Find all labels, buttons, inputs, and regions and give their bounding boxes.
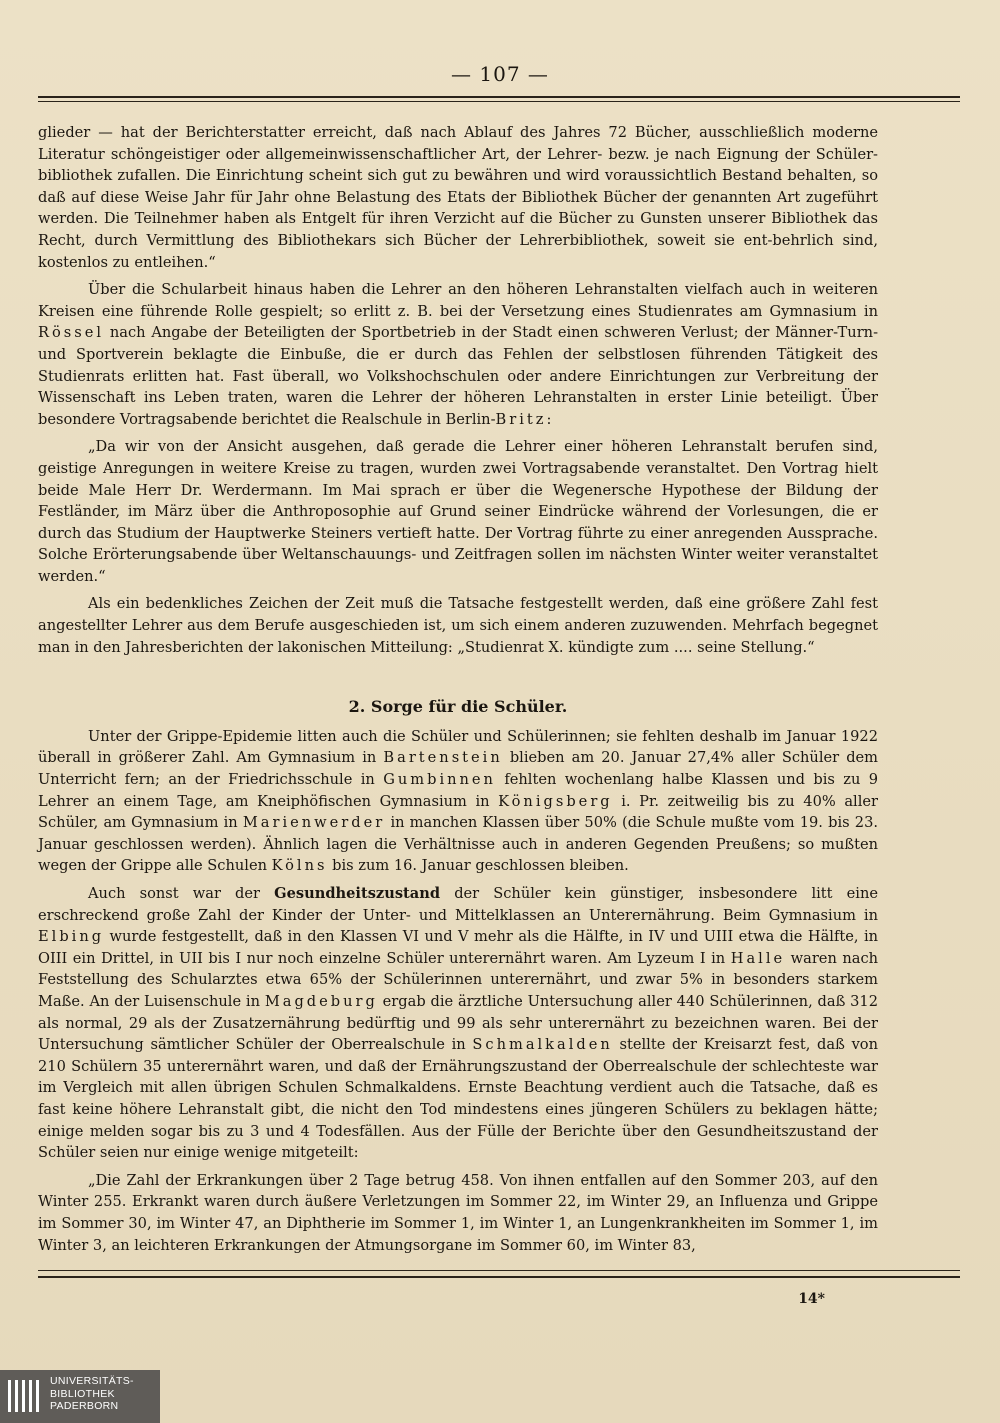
library-name-line: UNIVERSITÄTS-: [50, 1375, 134, 1387]
section-heading: 2. Sorge für die Schüler.: [348, 697, 568, 717]
library-name-line: BIBLIOTHEK: [50, 1387, 115, 1400]
library-name-line: PADERBORN: [50, 1400, 119, 1412]
library-logo-icon: [6, 1376, 44, 1416]
text-segment: fehlten wochenlang halbe Klassen und bis zu 9 Lehrer an einem Tage, am Kneiphöfischen Gymnasium in: [38, 771, 879, 810]
place-name: Schmalkalden: [472, 1036, 613, 1054]
emphasis-term: Gesundheitszustand: [274, 885, 441, 902]
footer-rule-thick: [38, 1276, 960, 1278]
place-name: Königsberg: [498, 792, 613, 810]
place-name: Halle: [730, 949, 786, 967]
place-name: Rössel: [38, 324, 105, 342]
header-rule-thick: [38, 96, 960, 98]
library-watermark: [0, 1370, 160, 1423]
text-segment: stellte der Kreisarzt fest, daß von 210 Schülern 35 unterernährt waren, und daß der Ernährungszustand der Oberrealschule der schlechteste war im Vergleich mit allen übrigen Schulen Schmalkaldens. Ernste Beachtung verdient auch die Tatsache, daß es fast keine höhere Lehranstalt gibt, die nicht den Tod mindestens eines jüngeren Schülers zu beklagen hätte; einige melden sogar bis zu 3 und 4 Todesfällen. Aus der Fülle der Berichte über den Gesundheitszustand der Schüler seien nur einige wenige mitgeteilt:: [38, 1036, 878, 1162]
text-segment: der Schüler kein günstiger, insbesondere litt eine erschreckend große Zahl der Kinder der Unter- und Mittelklassen an Unterernährung. Beim Gymnasium in: [38, 885, 878, 924]
text-segment: :: [546, 410, 552, 428]
paragraph-quote-lectures: „Da wir von der Ansicht ausgehen, daß gerade die Lehrer einer höheren Lehranstalt berufen sind, geistige Anregungen in weitere Kreise zu tragen, wurden zwei Vortragsabende veranstaltet. Den Vortrag hielt beide Male Herr Dr. Werdermann. Im Mai sprach er über die Wegenersche Hypothese der Bildung der Festländer, im März über die Anthroposophie auf Grund seiner Eindrücke während der Vorlesungen, die er durch das Studium der Hauptwerke Steiners vertieft hatte. Der Vortrag führte zu einer anregenden Aussprache. Solche Erörterungsabende über Weltanschauungs- und Zeitfragen sollen im nächsten Winter weiter veranstaltet werden.“: [38, 438, 878, 585]
place-name: Kölns: [271, 857, 328, 875]
text-segment: Auch sonst war der: [88, 885, 261, 902]
paragraph-health: [38, 883, 878, 1164]
place-name: Elbing: [38, 928, 105, 946]
place-name: Magdeburg: [264, 992, 378, 1010]
text-segment: ergab die ärztliche Untersuchung aller 440 Schülerinnen, daß 312 als normal, 29 als der Zusatzernährung bedürftig und 99 als sehr unterernährt zu bezeichnen waren. Bei der Untersuchung sämtlicher Schüler der Oberrealschule in: [38, 992, 879, 1054]
text-segment: blieben am 20. Januar 27,4% aller Schüler dem Unterricht fern; an der Friedrichsschule in: [38, 749, 879, 789]
paragraph-quote-illness: „Die Zahl der Erkrankungen über 2 Tage betrug 458. Von ihnen entfallen auf den Sommer 203, auf den Winter 255. Erkrankt waren durch äußere Verletzungen im Sommer 22, im Winter 29, an Influenza und Grippe im Sommer 30, im Winter 47, an Diphtherie im Sommer 1, im Winter 1, an Lungenkrankheiten im Sommer 1, im Winter 3, an leichteren Erkrankungen der Atmungsorgane im Sommer 60, im Winter 83,: [38, 1171, 878, 1254]
text-segment: i. Pr. zeitweilig bis zu 40% aller Schüler, am Gymnasium in: [38, 792, 878, 832]
text-segment: in manchen Klassen über 50% (die Schule mußte vom 19. bis 23. Januar geschlossen werden). Ähnlich lagen die Verhältnisse auch in anderen Gegenden Preußens; so mußten wegen der Grippe alle Schulen: [38, 814, 879, 875]
text-segment: waren nach Feststellung des Schularztes etwa 65% der Schülerinnen unterernährt, und zwar 5% in besonders starkem Maße. An der Luisenschule in: [38, 949, 879, 1010]
place-name: Gumbinnen: [383, 771, 496, 789]
place-name: Britz: [495, 410, 547, 428]
paragraph-grippe: [38, 726, 878, 877]
text-segment: Unter der Grippe-Epidemie litten auch die Schüler und Schülerinnen; sie fehlten deshalb im Januar 1922 überall in größerer Zahl. Am Gymnasium in: [38, 727, 878, 767]
paragraph-teachers-leaving: Als ein bedenkliches Zeichen der Zeit muß die Tatsache festgestellt werden, daß eine größere Zahl fest angestellter Lehrer aus dem Berufe ausgeschieden ist, um sich einem anderen zuzuwenden. Mehrfach begegnet man in den Jahresberichten der lakonischen Mitteilung: „Studienrat X. kündigte zum .... seine Stellung.“: [38, 595, 878, 656]
text-segment: bis zum 16. Januar geschlossen bleiben.: [332, 857, 629, 875]
place-name: Bartenstein: [383, 749, 503, 767]
footer-rule-thin: [38, 1270, 960, 1271]
text-segment: wurde festgestellt, daß in den Klassen VI und V mehr als die Hälfte, in IV und UIII etwa die Hälfte, in OIII ein Drittel, in UII bis I nur noch einzelne Schüler unterernährt waren. Am Lyzeum I in: [38, 928, 879, 967]
body-text: [38, 122, 878, 1262]
page-number: — 107 —: [451, 62, 549, 86]
sheet-signature: 14*: [798, 1291, 825, 1307]
text-segment: nach Angabe der Beteiligten der Sportbetrieb in der Stadt einen schweren Verlust; der Männer-Turn- und Sportverein beklagte die Einbuße, die er durch das Fehlen der selbstlosen führenden Tätigkeit des Studienrats erlitten hat. Fast überall, wo Volkshochschulen oder andere Einrichtungen zur Verbreitung der Wissenschaft ins Leben traten, waren die Lehrer der höheren Lehranstalten in erster Linie beteiligt. Über besondere Vortragsabende berichtet die Realschule in Berlin-: [38, 324, 878, 428]
text-segment: Über die Schularbeit hinaus haben die Lehrer an den höheren Lehranstalten vielfach auch in weiteren Kreisen eine führende Rolle gespielt; so erlitt z. B. bei der Versetzung eines Studienrates am Gymnasium in: [38, 281, 878, 320]
paragraph-teachers-public: [38, 279, 878, 430]
paragraph-library: glieder — hat der Berichterstatter erreicht, daß nach Ablauf des Jahres 72 Bücher, ausschließlich moderne Literatur schöngeistiger oder allgemeinwissenschaftlicher Art, der Lehrer- bezw. je nach Eignung der Schüler-bibliothek zufallen. Die Einrichtung scheint sich gut zu bewähren und wird voraussichtlich Bestand behalten, so daß auf diese Weise Jahr für Jahr ohne Belastung des Etats der Bibliothek Bücher der genannten Art zugeführt werden. Die Teilnehmer haben als Entgelt für ihren Verzicht auf die Bücher zu Gunsten unserer Bibliothek das Recht, durch Vermittlung des Bibliothekars sich Bücher der Lehrerbibliothek, soweit sie ent-behrlich sind, kostenlos zu entleihen.“: [38, 124, 878, 271]
library-name: [50, 1375, 134, 1413]
header-rule-thin: [38, 101, 960, 102]
place-name: Marienwerder: [242, 814, 386, 832]
